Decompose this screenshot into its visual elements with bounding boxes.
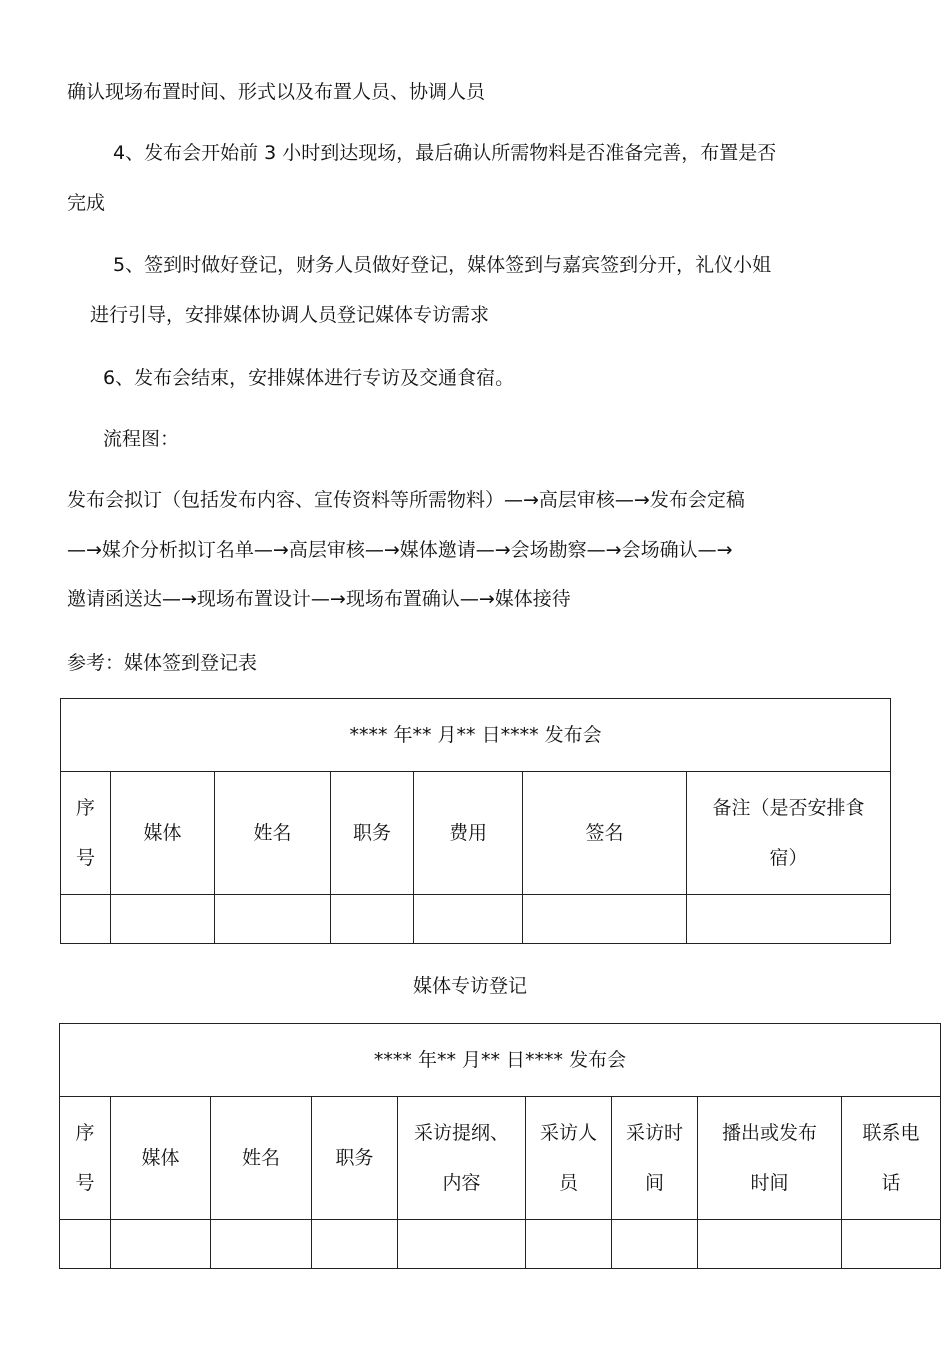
paragraph-confirm-setup: 确认现场布置时间、形式以及布置人员、协调人员 (67, 81, 486, 103)
table-cell (523, 895, 687, 944)
table-row (61, 895, 891, 944)
table-row (60, 1220, 941, 1269)
header-media: 媒体 (111, 772, 215, 895)
flowchart-line-1: 发布会拟订（包括发布内容、宣传资料等所需物料）—→高层审核—→发布会定稿 (67, 489, 745, 511)
interview-table-caption: 媒体专访登记 (412, 975, 527, 997)
paragraph-step-5-cont: 进行引导，安排媒体协调人员登记媒体专访需求 (90, 304, 490, 326)
header-seq: 序 号 (61, 772, 111, 895)
header-fee: 费用 (414, 772, 523, 895)
header-interviewer: 采访人 员 (526, 1097, 612, 1220)
table-title: **** 年** 月** 日**** 发布会 (60, 1024, 941, 1097)
table-title: **** 年** 月** 日**** 发布会 (61, 699, 891, 772)
paragraph-step-6: 6、发布会结束，安排媒体进行专访及交通食宿。 (103, 367, 515, 389)
header-phone: 联系电 话 (842, 1097, 941, 1220)
table-cell (414, 895, 523, 944)
header-name: 姓名 (215, 772, 331, 895)
table-cell (215, 895, 331, 944)
table-cell (211, 1220, 312, 1269)
table-cell (526, 1220, 612, 1269)
table-cell (111, 1220, 211, 1269)
header-media: 媒体 (111, 1097, 211, 1220)
table-cell (61, 895, 111, 944)
table-cell (687, 895, 891, 944)
flowchart-heading: 流程图： (103, 428, 180, 450)
reference-label: 参考：媒体签到登记表 (67, 652, 258, 674)
paragraph-step-4: 4、发布会开始前 3 小时到达现场，最后确认所需物料是否准备完善，布置是否 (113, 142, 777, 164)
paragraph-step-5: 5、签到时做好登记，财务人员做好登记，媒体签到与嘉宾签到分开，礼仪小姐 (113, 254, 772, 276)
header-interview-time: 采访时 间 (612, 1097, 698, 1220)
header-name: 姓名 (211, 1097, 312, 1220)
flowchart-line-2: —→媒介分析拟订名单—→高层审核—→媒体邀请—→会场勘察—→会场确认—→ (67, 539, 733, 561)
table-cell (60, 1220, 111, 1269)
header-position: 职务 (331, 772, 414, 895)
header-broadcast-time: 播出或发布 时间 (698, 1097, 842, 1220)
table-cell (398, 1220, 526, 1269)
table-cell (842, 1220, 941, 1269)
table-cell (111, 895, 215, 944)
table-cell (312, 1220, 398, 1269)
table-cell (612, 1220, 698, 1269)
header-remark: 备注（是否安排食 宿） (687, 772, 891, 895)
media-signin-table (60, 698, 891, 944)
table-cell (698, 1220, 842, 1269)
media-interview-table (59, 1023, 941, 1269)
flowchart-line-3: 邀请函送达—→现场布置设计—→现场布置确认—→媒体接待 (67, 588, 571, 610)
header-outline: 采访提纲、 内容 (398, 1097, 526, 1220)
paragraph-step-4-cont: 完成 (67, 192, 106, 214)
header-position: 职务 (312, 1097, 398, 1220)
header-seq: 序 号 (60, 1097, 111, 1220)
table-cell (331, 895, 414, 944)
header-signature: 签名 (523, 772, 687, 895)
